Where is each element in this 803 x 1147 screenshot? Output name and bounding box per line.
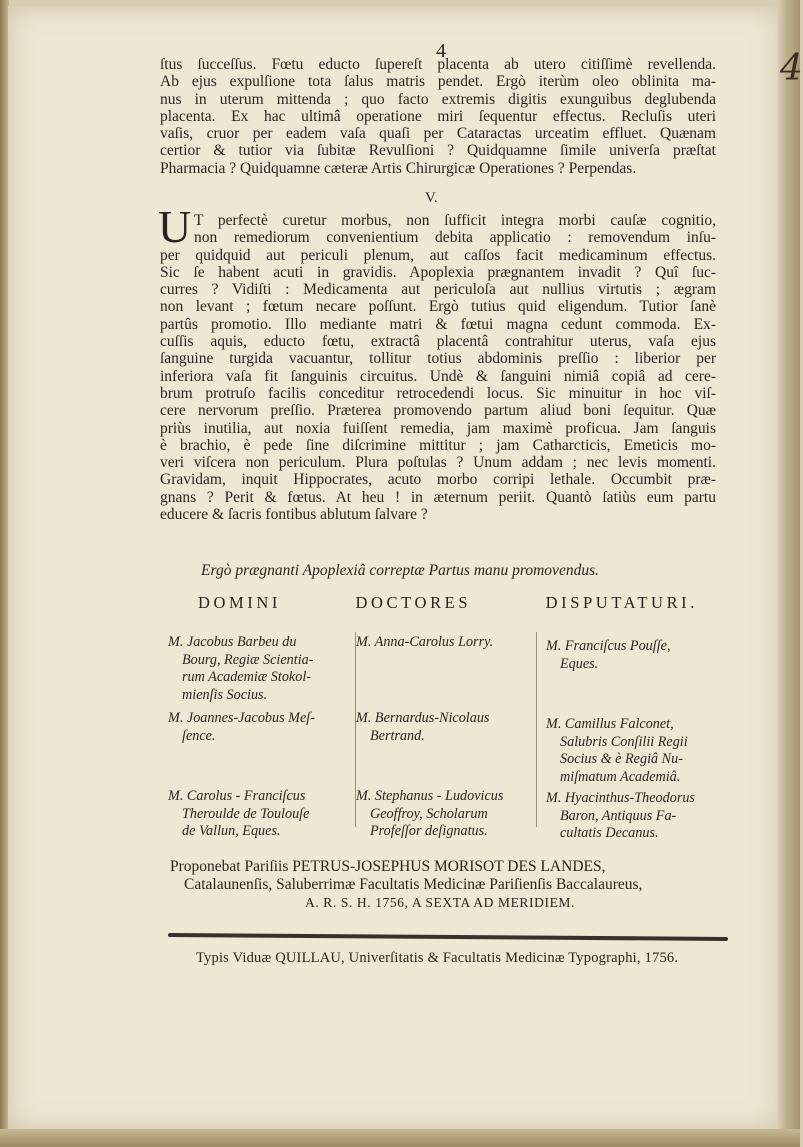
text-line: educere & ſacris fontibus ablutum ſalvare ?: [160, 506, 428, 524]
doctor-entry: [356, 634, 493, 652]
doctor-line: M. Jacobus Barbeu du: [168, 634, 297, 650]
doctor-line: Socius & è Regiâ Nu-: [560, 751, 683, 767]
doctor-line: M. Joannes-Jacobus Meſ-: [168, 710, 315, 726]
printer-imprint: Typis Viduæ QUILLAU, Univerſitatis & Facultatis Medicinæ Typographi, 1756.: [196, 950, 679, 966]
text-line: Pharmacia ? Quidquamne cæteræ Artis Chirurgicæ Operationes ? Perpendas.: [160, 159, 637, 177]
text-line: T perfectè curetur morbus, non ſufficit integra morbi cauſæ cognitio,: [194, 212, 716, 229]
text-line: priùs inutilia, aut noxia fuiſſent remedia, jam maximè proficua. Jam ſanguis: [160, 419, 716, 437]
doctor-line: M. Anna-Carolus Lorry.: [356, 634, 494, 650]
text-line: certior & tutior via ſubitæ Revulſioni ? Quidquamne ſimile univerſa præſtat: [160, 142, 716, 160]
doctor-entry: [168, 710, 315, 745]
text-line: curres ? Vidiſti : Medicamenta aut periculoſa aut nullius virtutis ; ægram: [160, 281, 716, 299]
doctors-list: [168, 632, 768, 841]
doctor-line: M. Hyacinthus-Theodorus: [546, 790, 695, 806]
text-line: per quidquid aut periculi plenum, aut caſſos facit medicaminum effectus.: [160, 246, 716, 264]
doctor-line: M. Stephanus - Ludovicus: [356, 788, 504, 804]
doctor-entry: [356, 710, 489, 745]
doctor-line: Eques.: [560, 655, 599, 672]
text-line: non levant ; fœtum necare poſſunt. Ergò tutius quid eligendum. Tutior ſanè: [160, 298, 716, 316]
text-line: veri viſcera non periculum. Plura poſtulas ? Unum addam ; nec levis momenti.: [160, 454, 716, 472]
text-line: ſanguine turgida vacuantur, tollitur totius abdominis preſſio : liberior per: [160, 350, 716, 368]
doctor-entry: [546, 790, 695, 843]
doctor-line: Bourg, Regiæ Scientia-: [182, 651, 314, 668]
text-line: Sic ſe habent acuti in gravidis. Apoplexia prægnantem invadit ? Quî ſuc-: [160, 263, 716, 281]
page-number: 4: [436, 40, 446, 62]
proponebat-line: Proponebat Pariſiis PETRUS-JOSEPHUS MORISOT DES LANDES,: [170, 858, 606, 875]
doctor-line: rum Academiæ Stokol-: [182, 669, 311, 685]
doctor-entry: [168, 634, 313, 704]
doctor-line: mienſis Socius.: [182, 686, 268, 703]
text-line: Gravidam, inquit Hippocrates, acuto morbo corripi lethale. Occumbit præ-: [160, 471, 716, 489]
proponebat-statement: [170, 858, 710, 912]
drop-cap: U: [158, 201, 192, 252]
doctor-line: miſmatum Academiâ.: [560, 768, 681, 785]
doctor-line: de Vallun, Eques.: [182, 823, 281, 839]
doctor-line: Salubris Conſilii Regii: [560, 733, 688, 750]
text-line: brum protruſo facilis conceditur retrocedendi locus. Sic minuitur in hoc viſ-: [160, 384, 716, 402]
text-line: inferiora vaſa fit ſanguinis circuitus. Undè & ſanguini nimiâ copiâ ad cere-: [160, 367, 716, 385]
doctor-line: Baron, Antiquus Fa-: [560, 807, 677, 824]
doctor-entry: [546, 638, 671, 673]
text-line: ſtus ſucceſſus. Fœtu educto ſupereſt placenta ab utero citiſſimè revellenda.: [160, 56, 716, 73]
doctor-line: M. Bernardus-Nicolaus: [356, 710, 490, 726]
doctor-line: Bertrand.: [370, 727, 425, 744]
doctor-line: M. Camillus Falconet,: [546, 716, 674, 732]
doctor-entry: [168, 788, 309, 841]
text-line: cere nervorum preſſio. Præterea promovendo partum aliud boni ſequitur. Quæ: [160, 402, 716, 420]
text-line: non remediorum convenientium debita applicatio : removendum inſu-: [194, 229, 716, 247]
text-line: gnans ? Perit & fœtus. At heu ! in æternum periit. Quantò ſatiùs eum partu: [160, 488, 716, 506]
text-line: placenta. Ex hac ultimâ operatione miri ſequentur effectus. Recluſis uteri: [160, 107, 716, 125]
margin-mark: 4: [780, 48, 803, 89]
proponebat-line: A. R. S. H. 1756, A SEXTA AD MERIDIEM.: [305, 895, 575, 910]
doctor-line: cultatis Decanus.: [560, 825, 659, 841]
conclusion-statement: Ergò prægnanti Apoplexiâ correptæ Partus manu promovendus.: [201, 562, 599, 579]
proponebat-line: Catalaunenſis, Saluberrimæ Facultatis Medicinæ Pariſienſis Baccalaureus,: [184, 876, 643, 893]
doctor-entry: [356, 788, 503, 841]
doctor-line: Theroulde de Toulouſe: [182, 805, 310, 822]
doctor-line: Geoffroy, Scholarum: [370, 805, 488, 822]
text-line: Ab ejus expulſione tota ſalus matris pendet. Ergò iterùm oleo oblinita ma-: [160, 73, 716, 91]
text-line: è brachio, è pede ſine diſcrimine mittitur ; jam Catharcticis, Emeticis mo-: [160, 436, 716, 454]
page-bottom-edge: [0, 1129, 800, 1147]
text-line: nus in uterum mittenda ; quo facto extremis digitis exunguibus deglubenda: [160, 90, 716, 108]
doctor-line: Profeſſor deſignatus.: [370, 823, 488, 839]
column-divider: [536, 632, 537, 827]
text-line: partûs promotio. Illo mediante matri & fœtui magna cedunt commoda. Ex-: [160, 315, 716, 333]
text-line: vaſis, cruor per eadem vaſa quaſi per Cataractas urceatim effluet. Quænam: [160, 125, 716, 143]
doctor-line: ſence.: [182, 727, 216, 744]
doctor-line: M. Franciſcus Pouſſe,: [546, 638, 671, 654]
doctor-line: M. Carolus - Franciſcus: [168, 788, 306, 804]
doctor-entry: [546, 716, 688, 786]
paragraph-2: [160, 212, 716, 523]
paragraph-1: [160, 56, 716, 177]
section-heading: DOMINI DOCTORES DISPUTATURI.: [198, 593, 698, 612]
section-number: V.: [425, 190, 438, 206]
text-line: cuſſis aquis, educto fœtu, extractâ placentâ contrahitur uterus, vaſa ejus: [160, 333, 716, 351]
